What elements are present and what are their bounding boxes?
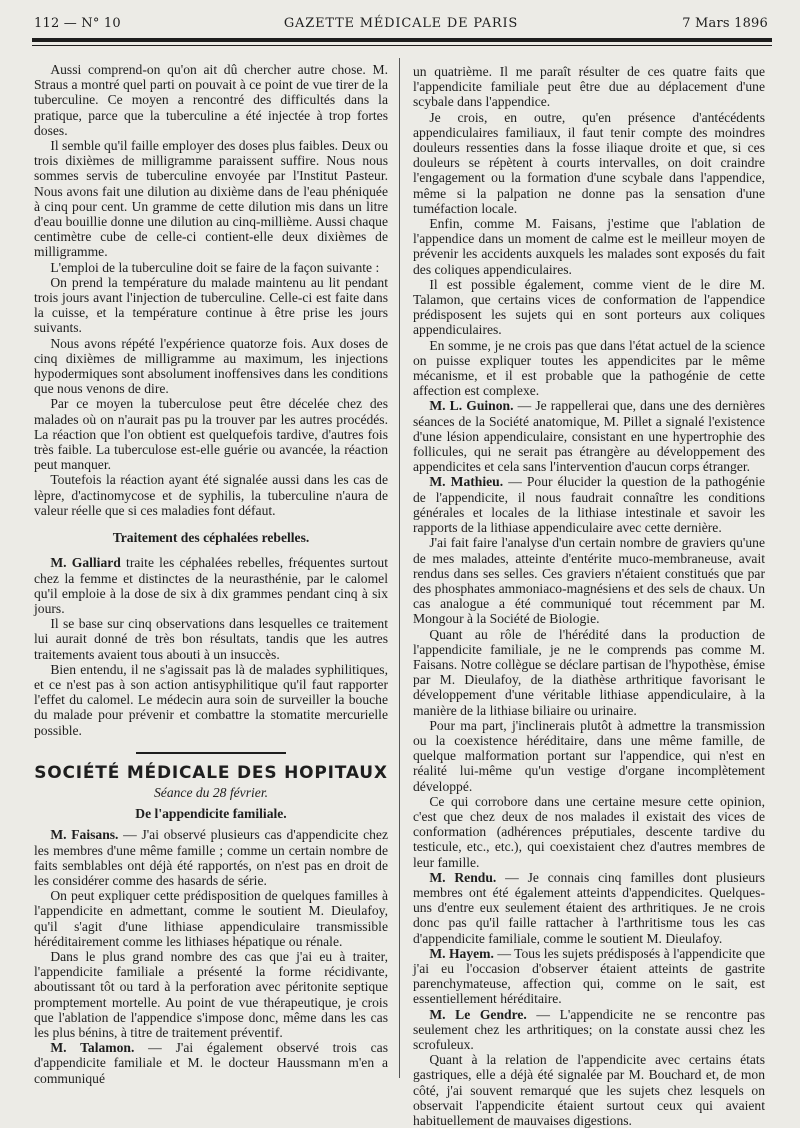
paragraph: Il est possible également, comme vient de le dire M. Talamon, que certains vices de conformation de l'appendice prédisposent les sujets qui en sont porteurs aux coliques appendiculaires. <box>413 276 765 338</box>
journal-title: GAZETTE MÉDICALE DE PARIS <box>283 16 519 31</box>
speaker: M. Faisans. <box>50 827 119 843</box>
paragraph: Aussi comprend-on qu'on ait dû chercher autre chose. M. Straus a montré quel parti on pouvait à ce point de vue tirer de la tuberculine. Ce moyen a rencontré des difficultés dans la pratique, parce que la tuberculine a été injectée à trop fortes doses. <box>34 62 388 138</box>
paragraph-text: — Tous les sujets prédisposés à l'appendicite que j'ai eu l'occasion d'observer étaient atteints de gastrite parenchymateuse, affection qui, comme on le sait, est essentiellement héréditaire. <box>413 945 765 1007</box>
section-divider <box>136 752 286 754</box>
paragraph: Il se base sur cinq observations dans lesquelles ce traitement lui aurait donné de très bon résultats, tandis que les autres traitements avaient tous abouti à un insuccès. <box>34 616 388 662</box>
issue-date: 7 Mars 1896 <box>682 16 768 31</box>
paragraph <box>413 474 765 535</box>
speaker: M. Galliard <box>50 555 121 571</box>
header-rule-thin <box>32 45 772 46</box>
paragraph: On prend la température du malade maintenu au lit pendant trois jours avant l'injection de tuberculine. Celle-ci est faite dans la cuisse, et la température continue à être prise les jours suivants. <box>34 274 388 336</box>
speaker: M. Mathieu. <box>429 474 504 490</box>
paragraph <box>34 827 388 888</box>
paragraph-text: — J'ai également observé trois cas d'appendicite familiale et M. le docteur Haussmann m'en a communiqué <box>34 1040 388 1086</box>
speaker: M. Le Gendre. <box>429 1006 527 1022</box>
paragraph <box>413 1007 765 1053</box>
paragraph: Bien entendu, il ne s'agissait pas là de malades syphilitiques, et ce n'est pas à son action antisyphilitique qu'il faut rapporter l'effet du calomel. Le médecin aura soin de surveiller la bouche du malade pour prévenir et combattre la stomatite mercurielle possible. <box>34 661 388 738</box>
paragraph: Dans le plus grand nombre des cas que j'ai eu à traiter, l'appendicite familiale a présenté la forme récidivante, aboutissant tôt ou tard à la perforation avec péritonite septique promptement mortelle. Au point de vue thérapeutique, je crois que l'ablation de l'appendice s'impose donc, même dans les cas les plus bénins, à titre de traitement préventif. <box>34 948 388 1040</box>
paragraph: Par ce moyen la tuberculose peut être décelée chez des malades où on n'aurait pas pu la trouver par les autres procédés. La réaction que l'on obtient est quelquefois tardive, d'autres fois très faible. La tuberculose est-elle guérie ou avancée, la réaction peut manquer. <box>34 396 388 473</box>
paragraph <box>413 946 765 1007</box>
paragraph: Toutefois la réaction ayant été signalée aussi dans les cas de lèpre, d'actinomycose et de syphilis, la tuberculine n'aura de valeur réelle que si ces maladies font défaut. <box>34 472 388 518</box>
paragraph-text: — Pour élucider la question de la pathogénie de l'appendicite, il nous faudrait connaître les conditions générales et locales de la lithiase intestinale et savoir les rapports de la lithiase appendiculaire avec cette dernière. <box>413 474 765 536</box>
speaker: M. Talamon. <box>50 1040 135 1056</box>
paragraph: Ce qui corrobore dans une certaine mesure cette opinion, c'est que chez deux de nos malades il existait des vices de conformation (adhérences préputiales, descente tardive du testicule, etc., etc.), qui coexistaient chez d'autres membres de leur famille. <box>413 793 765 870</box>
page-header <box>34 16 768 36</box>
paragraph-text: traite les céphalées rebelles, fréquentes surtout chez la femme et distinctes de la neurasthénie, par le calomel qu'il emploie à la dose de six à dix grammes pendant cinq à six jours. <box>34 555 388 616</box>
paragraph <box>413 870 765 946</box>
speaker: M. Rendu. <box>429 869 497 885</box>
speaker: M. Hayem. <box>429 945 494 961</box>
paragraph <box>413 398 765 474</box>
paragraph-text: — Je rappellerai que, dans une des dernières séances de la Société anatomique, M. Pillet a signalé l'existence d'une lésion appendiculaire, consistant en une hypertrophie des follicules, qui ne serait pas étrangère au développement des appendicites et cela sans l'intervention d'aucun corps étranger. <box>413 398 765 475</box>
paragraph-text: — L'appendicite ne se rencontre pas seulement chez les arthritiques; on la constate aussi chez les scrofuleux. <box>413 1006 765 1052</box>
subsection-title: De l'appendicite familiale. <box>135 806 287 822</box>
session-date: Séance du 28 février. <box>154 784 268 800</box>
paragraph-text: — J'ai observé plusieurs cas d'appendicite chez les membres d'une même famille ; comme un certain nombre de faits semblables ont déjà été rapportés, on n'est pas en droit de les considérer comme des hasards de série. <box>34 827 388 888</box>
paragraph: L'emploi de la tuberculine doit se faire de la façon suivante : <box>50 259 380 275</box>
paragraph <box>34 1040 388 1086</box>
paragraph: un quatrième. Il me paraît résulter de ces quatre faits que l'appendicite familiale peut être due au déplacement d'une scybale dans l'appendice. <box>413 64 765 110</box>
paragraph: Quant à la relation de l'appendicite avec certains états gastriques, elle a déjà été signalée par M. Bouchard et, de mon côté, j'ai souvent remarqué que les sujets chez lesquels on observait l'appendicite étaient surtout ceux qui avaient habituellement de mauvaises digestions. <box>413 1052 765 1128</box>
paragraph-text: — Je connais cinq familles dont plusieurs membres ont été également atteints d'appendicites. Quelques-uns d'entre eux seulement étaient des arthritiques. Je ne crois donc pas qu'il faille rattacher à l'arthritisme tous les cas d'appendicite familiale, comme le soutient M. Dieulafoy. <box>413 869 765 946</box>
left-column <box>34 62 388 1086</box>
section-title: Traitement des céphalées rebelles. <box>112 530 310 546</box>
paragraph: Enfin, comme M. Faisans, j'estime que l'ablation de l'appendice dans un moment de calme est le meilleur moyen de prévenir les accidents auxquels les malades sont exposés du fait des coliques appendiculaires. <box>413 216 765 277</box>
paragraph: Nous avons répété l'expérience quatorze fois. Aux doses de cinq dixièmes de milligramme au maximum, les injections hypodermiques sont absolument inoffensives dans les conditions que nous venons de dire. <box>34 335 388 397</box>
society-title: SOCIÉTÉ MÉDICALE DES HOPITAUX <box>34 762 388 783</box>
right-column <box>413 64 765 1128</box>
paragraph <box>34 555 388 616</box>
speaker: M. L. Guinon. <box>429 398 514 414</box>
column-separator <box>399 58 400 1078</box>
header-rule <box>32 38 772 42</box>
paragraph: Il semble qu'il faille employer des doses plus faibles. Deux ou trois dixièmes de milligramme paraissent suffire. Nous nous sommes servis de tuberculine envoyée par l'Institut Pasteur. Nous avons fait une dilution au dixième dans de l'eau phéniquée à cinq pour cent. Un gramme de cette dilution mis dans un litre d'eau bouillie donne une dilution au cinq-millième. Aussi chaque centimètre cube de celle-ci contient-elle deux dixièmes de milligramme. <box>34 138 388 260</box>
paragraph: En somme, je ne crois pas que dans l'état actuel de la science on puisse expliquer toutes les appendicites par le même mécanisme, et il est probable que la pathogénie de cette affection est complexe. <box>413 337 765 399</box>
paragraph: J'ai fait faire l'analyse d'un certain nombre de graviers qu'une de mes malades, atteinte d'entérite muco-membraneuse, avait rendus dans ses selles. Ces graviers n'étaient constitués que par des phosphates ammoniaco-magnésiens et des sels de chaux. Un cas analogue a été communiqué tout récemment par M. Mongour à la Société de Biologie. <box>413 535 765 627</box>
paragraph: On peut expliquer cette prédisposition de quelques familles à l'appendicite en admettant, comme le soutient M. Dieulafoy, qu'il s'agit d'une lithiase appendiculaire transmissible héréditairement comme les lithiases hépatique ou rénale. <box>34 888 388 949</box>
paragraph: Je crois, en outre, qu'en présence d'antécédents appendiculaires familiaux, il faut tenir compte des moindres douleurs ressenties dans la fosse iliaque droite et que, si ces douleurs se répètent à courts intervalles, on doit craindre l'engagement ou la formation d'une scybale dans l'appendice, même si la palpation ne donne pas la sensation d'une tuméfaction locale. <box>413 109 765 216</box>
paragraph: Quant au rôle de l'hérédité dans la production de l'appendicite familiale, je ne le comprends pas comme M. Faisans. Notre collègue se déclare partisan de l'hypothèse, émise par M. Dieulafoy, de la diathèse arthritique favorisant le développement d'une véritable lithiase appendiculaire, à la manière de la lithiase biliaire ou urinaire. <box>413 626 765 718</box>
page-number: 112 — N° 10 <box>34 16 121 31</box>
paragraph: Pour ma part, j'inclinerais plutôt à admettre la transmission ou la coexistence héréditaire, dans une même famille, de quelque malformation portant sur l'appendice, qui n'est en réalité lui-même qu'un vestige d'organe incomplètement développé. <box>413 717 765 794</box>
